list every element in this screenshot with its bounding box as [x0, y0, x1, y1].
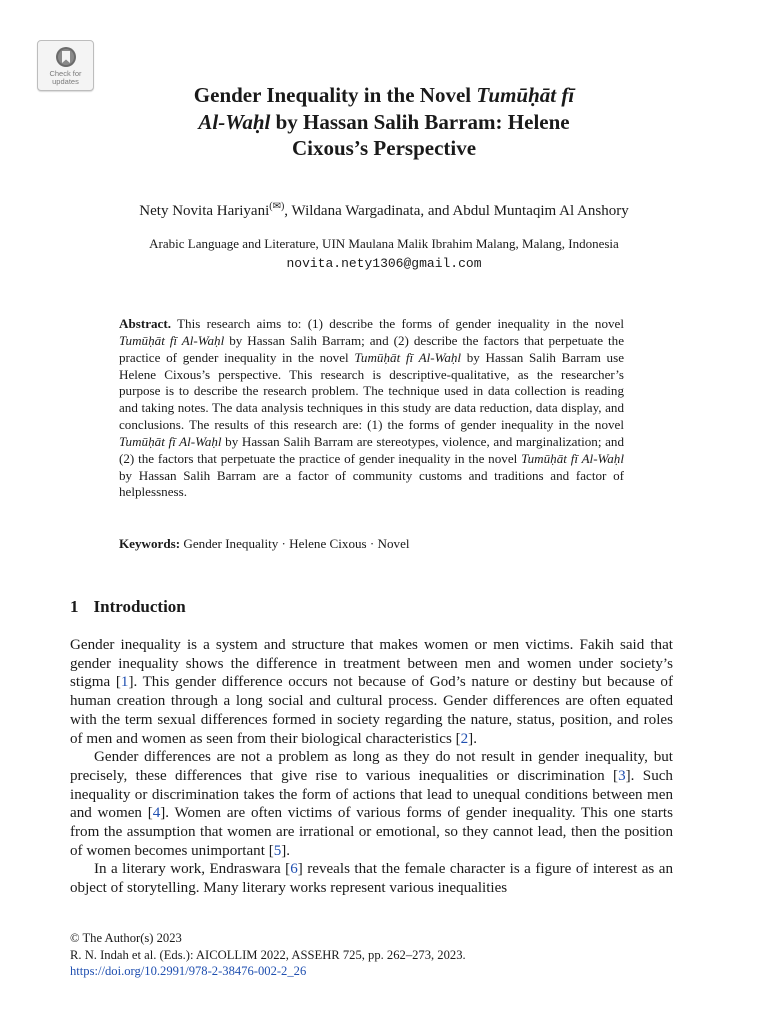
doi-link[interactable]: https://doi.org/10.2991/978-2-38476-002-2_26 [70, 964, 307, 978]
novel-title: Tumūḥāt fī Al-Waḥl [119, 433, 222, 449]
keywords-text: Gender Inequality · Helene Cixous · Novel [180, 536, 410, 551]
citation-link[interactable]: 6 [290, 861, 298, 878]
novel-title: Tumūḥāt fī Al-Waḥl [119, 332, 225, 348]
abstract [119, 316, 624, 501]
text: Gender inequality is a system and structure that makes women or men victims. Fakih said that gender inequality shows the difference in treatment between men and women under society’s stigma [ [70, 637, 673, 691]
abstract-text: by Hassan Salih Barram; and (2) describe the factors that perpetuate the practice of gender inequality in the novel [119, 332, 625, 365]
text: ]. [281, 842, 291, 859]
abstract-text: by Hassan Salih Barram are stereotypes, violence, and marginalization; and (2) the factors that perpetuate the practice of gender inequality in the novel [119, 433, 625, 466]
bookmark-ribbon-icon [55, 46, 77, 68]
author-email[interactable]: novita.nety1306@gmail.com [286, 256, 482, 271]
paragraph [70, 748, 673, 860]
body-text [70, 636, 673, 898]
author-name: Nety Novita Hariyani [139, 203, 270, 219]
abstract-text: by Hassan Salih Barram use Helene Cixous’s perspective. This research is descriptive-qualitative, as the researcher’s purpose is to describe the research problem. The technique used in data collection is reading and taking notes. The data analysis techniques in this study are data reduction, data display, and conclusions. The results of this research are: (1) the forms of gender inequality in the novel [119, 349, 625, 433]
novel-title: Tumūḥāt fī Al-Waḥl [521, 450, 624, 466]
copyright: © The Author(s) 2023 [70, 931, 182, 945]
title-text: by Hassan Salih Barram: Helene [270, 109, 570, 134]
citation-link[interactable]: 1 [120, 674, 129, 691]
abstract-text: by Hassan Salih Barram are a factor of community customs and traditions and factor of helplessness. [119, 467, 624, 500]
author-list [60, 201, 708, 220]
text: In a literary work, Endraswara [ [94, 861, 291, 878]
author-names: , Wildana Wargadinata, and Abdul Muntaqim Al Anshory [284, 203, 629, 219]
badge-label-line2: updates [52, 77, 79, 86]
check-for-updates-badge[interactable] [37, 40, 94, 91]
section-title: Introduction [93, 597, 186, 616]
corresponding-author-mail-icon[interactable]: (✉) [269, 201, 285, 212]
title-text: Gender Inequality in the Novel [193, 83, 477, 107]
text: ]. Women are often victims of various forms of gender inequality. This one starts from the assumption that women are irrational or emotional, so they cannot lead, then the position of women becomes unimportant [ [70, 805, 673, 859]
section-heading [70, 597, 186, 617]
title-novel-part2: Al-Waḥl [198, 109, 271, 134]
title-novel-part1: Tumūḥāt fī [476, 83, 575, 107]
badge-label-line1: Check for [49, 69, 82, 78]
paper-title [100, 82, 668, 162]
citation-link[interactable]: 2 [460, 730, 469, 747]
text: Gender differences are not a problem as long as they do not result in gender inequality, but precisely, these differences that give rise to various inequalities or discrimination [ [70, 749, 673, 784]
title-text: Cixous’s Perspective [291, 136, 477, 160]
page-footer [70, 930, 466, 980]
citation-info: R. N. Indah et al. (Eds.): AICOLLIM 2022, ASSEHR 725, pp. 262–273, 2023. [70, 947, 466, 962]
text: ] reveals that the female character is a figure of interest as an object of storytelling. Many literary works represent various inequalities [70, 861, 673, 897]
citation-link[interactable]: 3 [618, 767, 626, 784]
abstract-label: Abstract. [119, 316, 171, 331]
abstract-text: This research aims to: (1) describe the forms of gender inequality in the novel [171, 316, 624, 331]
citation-link[interactable]: 4 [152, 805, 161, 822]
section-number: 1 [70, 597, 79, 616]
keywords-label: Keywords: [119, 536, 181, 551]
text: ]. Such inequality or discrimination takes the form of actions that lead to unequal conditions between men and women [ [70, 767, 673, 822]
affiliation-block [60, 234, 708, 274]
novel-title: Tumūḥāt fī Al-Waḥl [354, 349, 462, 365]
paragraph [70, 860, 673, 897]
text: ]. [468, 730, 477, 747]
paragraph [70, 636, 673, 748]
citation-link[interactable]: 5 [273, 842, 282, 859]
keywords [119, 536, 624, 552]
affiliation: Arabic Language and Literature, UIN Maulana Malik Ibrahim Malang, Malang, Indonesia [149, 236, 619, 251]
text: ]. This gender difference occurs not because of God’s nature or destiny but because of human creation through a long social and cultural process. Gender differences are often equated with the term sexual differences formed in society regarding the nature, status, position, and roles of men and women as seen from their biological characteristics [ [70, 674, 673, 747]
